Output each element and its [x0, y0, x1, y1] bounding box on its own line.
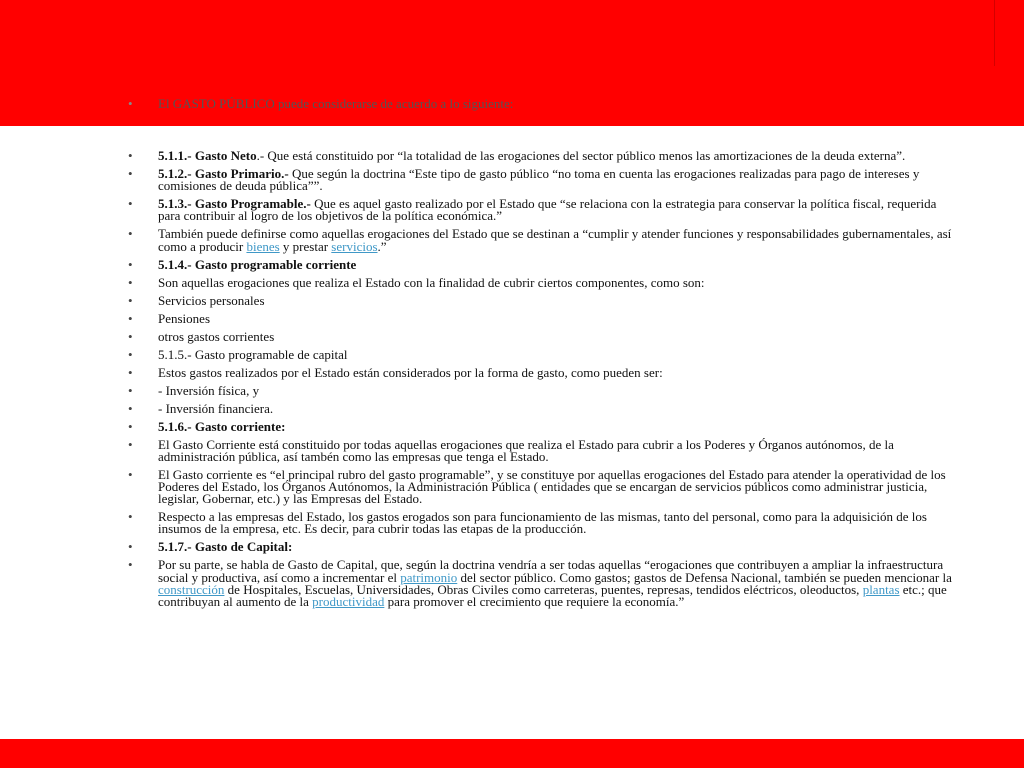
list-item-forma-gasto: • Estos gastos realizados por el Estado están considerados por la forma de gasto, como pueden ser:	[128, 367, 958, 379]
list-item-gasto-capital-programable: • 5.1.5.- Gasto programable de capital	[128, 349, 958, 361]
gasto-programable-corriente-title: 5.1.4.- Gasto programable corriente	[158, 256, 357, 272]
heading-list	[128, 96, 988, 112]
heading-item: • El GASTO PÚBLICO puede considerarse de acuerdo a lo siguiente:	[128, 96, 988, 112]
list-item-pensiones: • Pensiones	[128, 313, 958, 325]
list-item-gasto-primario	[128, 168, 958, 192]
definicion-text: También puede definirse como aquellas erogaciones del Estado que se destinan a “cumplir y atender funciones y responsabilidades gubernamentales, así como a producir	[158, 226, 952, 254]
capital-text-3: de Hospitales, Escuelas, Universidades, Obras Civiles como carreteras, puentes, represas, tendidos eléctricos, oleoductos,	[224, 581, 863, 597]
gasto-primario-title: 5.1.2.- Gasto Primario.-	[158, 166, 289, 181]
list-item-erogaciones: • Son aquellas erogaciones que realiza el Estado con la finalidad de cubrir ciertos componentes, como son:	[128, 277, 958, 289]
content-list	[128, 150, 958, 614]
gasto-primario-text: Que según la doctrina “Este tipo de gasto público “no toma en cuenta las erogaciones realizadas para pago de intereses y comisiones de deuda pública””.	[158, 166, 920, 194]
gasto-corriente-title: 5.1.6.- Gasto corriente:	[158, 418, 286, 434]
definicion-middle: y prestar	[279, 238, 332, 254]
list-item-definicion	[128, 228, 958, 252]
list-item-gasto-capital-text	[128, 559, 958, 608]
list-item-otros-gastos: • otros gastos corrientes	[128, 331, 958, 343]
list-item-empresas-estado: • Respecto a las empresas del Estado, los gastos erogados son para funcionamiento de las mismas, tanto del personal, como para la adquisición de los insumos de la empresa, etc. Es decir, para cubrir todas las etapas de la producción.	[128, 511, 958, 535]
list-item-gasto-neto	[128, 150, 958, 162]
bottom-red-band	[0, 739, 1024, 768]
capital-text-4: etc.; que contribuyan al aumento de la	[158, 581, 947, 610]
capital-text-1: Por su parte, se habla de Gasto de Capital, que, según la doctrina vendría a ser todas aquellas “erogaciones que contribuyen a ampliar la infraestructura social y productiva, así como a incrementar el	[158, 557, 944, 585]
list-item-gasto-programable-corriente	[128, 256, 958, 272]
gasto-neto-title: 5.1.1.- Gasto Neto	[158, 148, 257, 163]
link-servicios[interactable]: servicios	[331, 238, 378, 254]
gasto-neto-text: .- Que está constituido por “la totalidad de las erogaciones del sector público menos las amortizaciones de la deuda externa”.	[256, 148, 906, 163]
definicion-after: .”	[377, 238, 387, 254]
gasto-capital-title: 5.1.7.- Gasto de Capital:	[158, 539, 293, 555]
list-item-inversion-financiera: • - Inversión financiera.	[128, 403, 958, 415]
list-item-gasto-capital-title	[128, 541, 958, 553]
link-productividad[interactable]: productividad	[312, 594, 385, 610]
gasto-programable-text: Que es aquel gasto realizado por el Estado que “se relaciona con la estrategia para conservar la política fiscal, requerida para contribuir al logro de los objetivos de la política económica.”	[158, 196, 937, 224]
list-item-gasto-corriente-text: • El Gasto Corriente está constituido por todas aquellas erogaciones que realiza el Estado para cubrir a los Poderes y Órganos autónomos, de la administración pública, así tambén como las empresas que tenga el Estado.	[128, 439, 958, 463]
link-plantas[interactable]: plantas	[862, 581, 900, 597]
link-construccion[interactable]: construcción	[158, 581, 225, 597]
list-item-inversion-fisica: • - Inversión física, y	[128, 385, 958, 397]
list-item-principal-rubro: • El Gasto corriente es “el principal rubro del gasto programable”, y se constituye por aquellas erogaciones del Estado para atender la operatividad de los Poderes del Estado, los Órganos Autónomos, la Administración Pública ( entidades que se encargan de servicios públicos como administrar justicia, legislar, Gobernar, etc.) y las Empresas del Estado.	[128, 469, 958, 506]
list-item-gasto-programable	[128, 198, 958, 222]
top-divider-line	[994, 0, 995, 66]
link-bienes[interactable]: bienes	[246, 238, 280, 254]
list-item-servicios-personales: • Servicios personales	[128, 295, 958, 307]
capital-text-2: del sector público. Como gastos; gastos de Defensa Nacional, también se pueden mencionar la	[457, 569, 952, 585]
capital-text-5: para promover el crecimiento que requiere la economía.”	[384, 594, 685, 610]
link-patrimonio[interactable]: patrimonio	[400, 569, 458, 585]
gasto-programable-title: 5.1.3.- Gasto Programable.-	[158, 196, 311, 212]
list-item-gasto-corriente-title	[128, 418, 958, 434]
